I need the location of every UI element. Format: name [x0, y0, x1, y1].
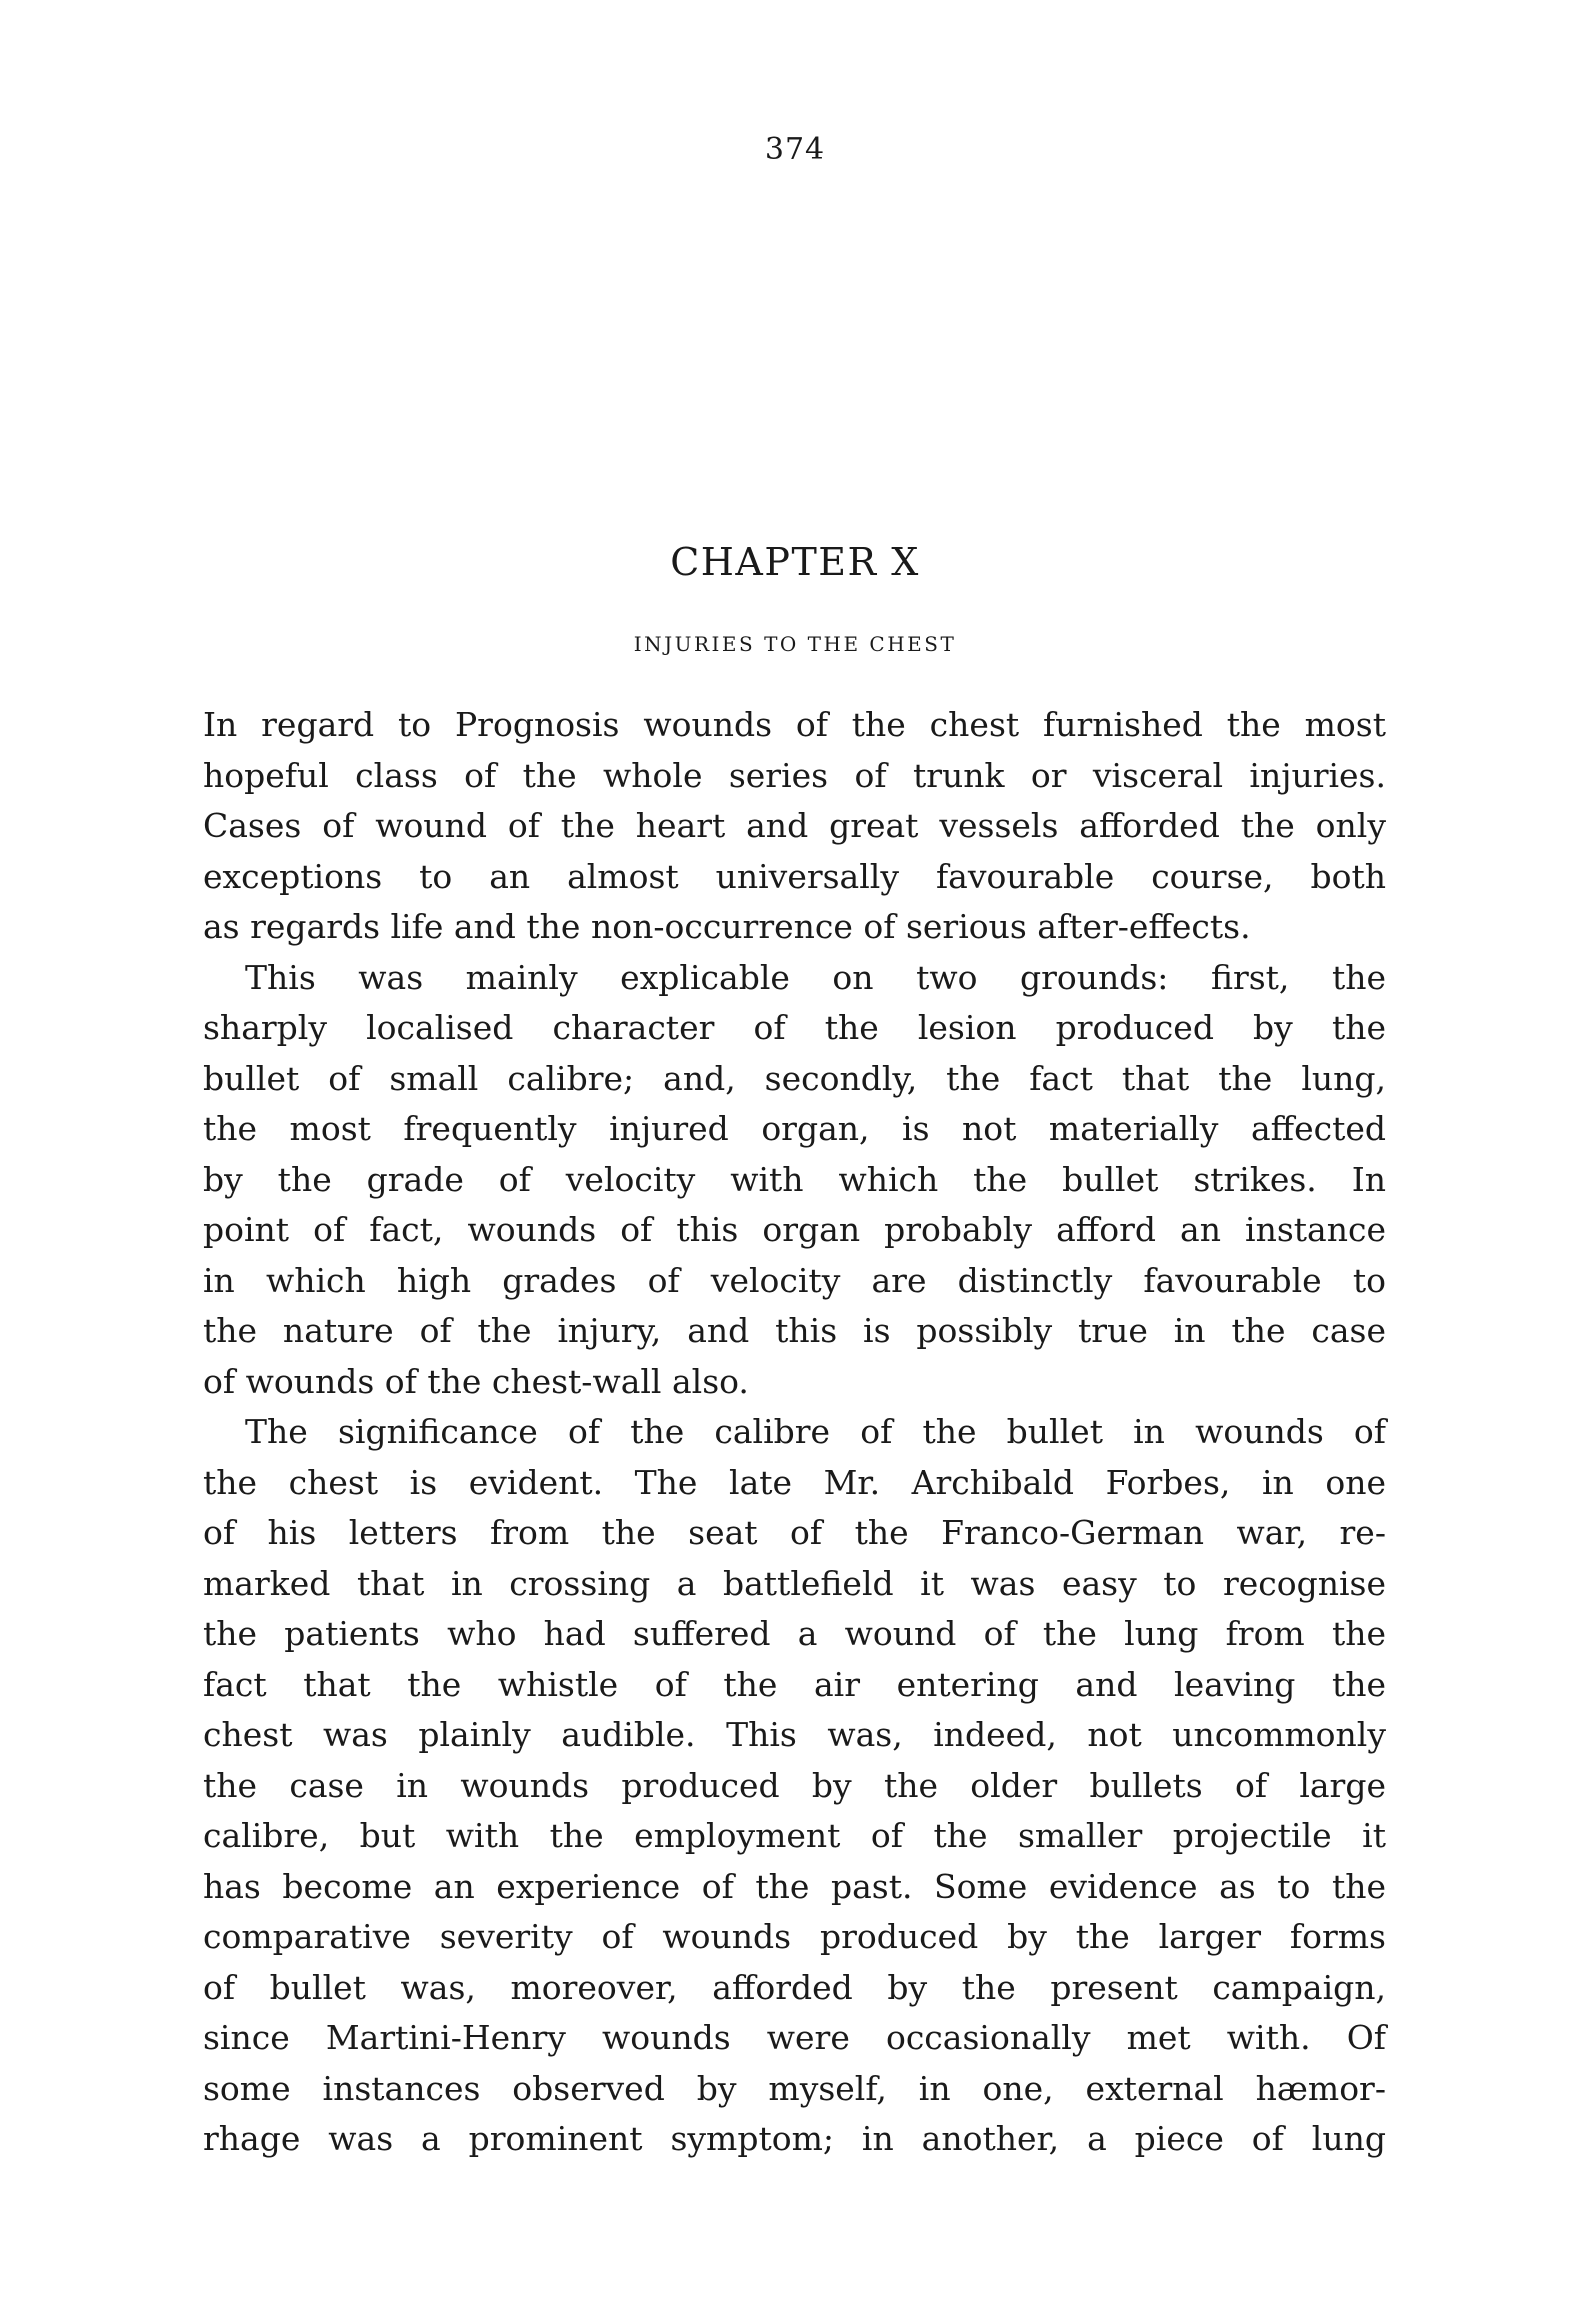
text-line: This was mainly explicable on two grounds: first, the [245, 957, 1386, 997]
text-line: the chest is evident. The late Mr. Archibald Forbes, in one [203, 1462, 1386, 1502]
text-line: the patients who had suffered a wound of the lung from the [203, 1614, 1386, 1653]
text-line: In regard to Prognosis wounds of the chest furnished the most [203, 705, 1386, 744]
text-line: the nature of the injury, and this is possibly true in the case [203, 1311, 1386, 1350]
text-line: bullet of small calibre; and, secondly, the fact that the lung, [203, 1058, 1386, 1098]
text-line: the most frequently injured organ, is not materially affected [203, 1109, 1386, 1148]
text-line: by the grade of velocity with which the bullet strikes. In [203, 1159, 1386, 1199]
text-line: chest was plainly audible. This was, indeed, not uncommonly [203, 1715, 1386, 1754]
text-line: in which high grades of velocity are distinctly favourable to [203, 1260, 1386, 1300]
text-line: hopeful class of the whole series of trunk or visceral injuries. [203, 755, 1386, 795]
text-line: has become an experience of the past. Some evidence as to the [203, 1866, 1386, 1906]
text-line: some instances observed by myself, in one, external hæmor- [203, 2068, 1386, 2108]
text-line: of wounds of the chest-wall also. [203, 1361, 749, 1401]
text-line: comparative severity of wounds produced by the larger forms [203, 1917, 1386, 1956]
text-line: exceptions to an almost universally favourable course, both [203, 856, 1386, 896]
text-line: calibre, but with the employment of the smaller projectile it [203, 1816, 1386, 1855]
chapter-title: CHAPTER X [670, 540, 920, 584]
text-line: The significance of the calibre of the bullet in wounds of [245, 1412, 1386, 1451]
text-line: of his letters from the seat of the Franco-German war, re- [203, 1513, 1386, 1552]
text-line: sharply localised character of the lesion produced by the [203, 1008, 1386, 1047]
text-line: fact that the whistle of the air entering and leaving the [203, 1664, 1386, 1704]
page-number: 374 [764, 132, 826, 167]
text-line: point of fact, wounds of this organ probably afford an instance [203, 1210, 1386, 1249]
text-line: marked that in crossing a battlefield it was easy to recognise [203, 1563, 1386, 1603]
text-line: since Martini-Henry wounds were occasionally met with. Of [203, 2018, 1386, 2057]
chapter-subtitle: INJURIES TO THE CHEST [633, 632, 957, 656]
text-line: rhage was a prominent symptom; in another, a piece of lung [203, 2119, 1386, 2158]
text-line: Cases of wound of the heart and great vessels afforded the only [203, 806, 1386, 845]
text-line: of bullet was, moreover, afforded by the present campaign, [203, 1967, 1386, 2007]
body-text [203, 700, 1386, 2165]
text-line: as regards life and the non-occurrence of serious after-effects. [203, 907, 1251, 946]
text-line: the case in wounds produced by the older bullets of large [203, 1765, 1386, 1805]
